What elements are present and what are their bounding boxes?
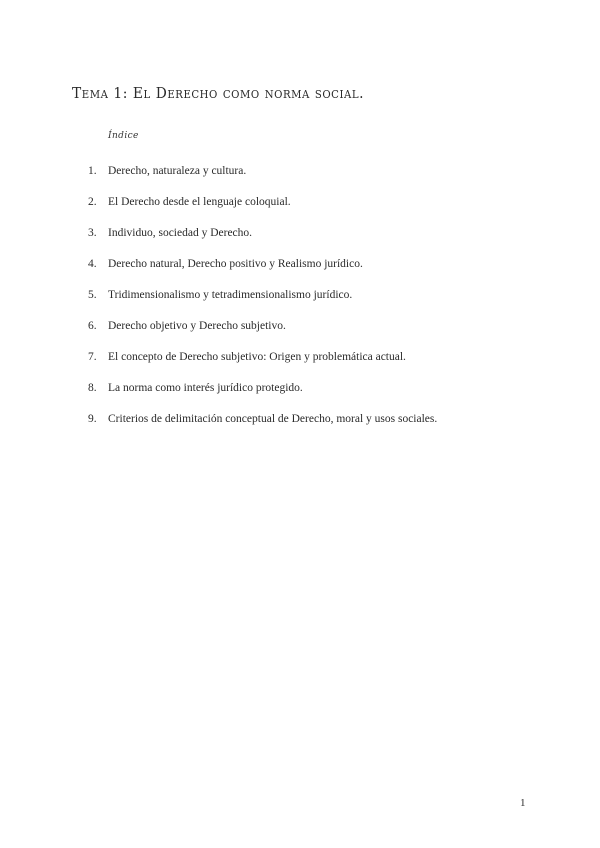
toc-item-text: El concepto de Derecho subjetivo: Origen y problemática actual. — [108, 351, 406, 363]
toc-item-text: Derecho objetivo y Derecho subjetivo. — [108, 320, 286, 332]
toc-item-8 — [88, 380, 437, 411]
toc-item-1 — [88, 163, 437, 194]
toc-item-number: 4. — [88, 258, 97, 270]
toc-item-number: 8. — [88, 382, 97, 394]
toc-item-6 — [88, 318, 437, 349]
toc-item-text: Tridimensionalismo y tetradimensionalismo jurídico. — [108, 289, 353, 301]
toc-item-number: 3. — [88, 227, 97, 239]
page-title: Tema 1: El Derecho como norma social. — [72, 84, 365, 102]
toc-item-text: Derecho, naturaleza y cultura. — [108, 165, 247, 177]
toc-item-9 — [88, 411, 437, 442]
toc-item-2 — [88, 194, 437, 225]
toc-item-text: El Derecho desde el lenguaje coloquial. — [108, 196, 291, 208]
toc-item-number: 5. — [88, 289, 97, 301]
table-of-contents — [88, 163, 437, 442]
toc-item-text: Derecho natural, Derecho positivo y Realismo jurídico. — [108, 258, 363, 270]
toc-item-number: 6. — [88, 320, 97, 332]
toc-item-number: 2. — [88, 196, 97, 208]
toc-item-text: La norma como interés jurídico protegido. — [108, 382, 303, 394]
page-number: 1 — [520, 797, 526, 809]
toc-item-7 — [88, 349, 437, 380]
toc-item-text: Criterios de delimitación conceptual de Derecho, moral y usos sociales. — [108, 413, 438, 425]
toc-item-number: 7. — [88, 351, 97, 363]
toc-item-5 — [88, 287, 437, 318]
toc-item-number: 1. — [88, 165, 97, 177]
toc-heading: Índice — [108, 131, 139, 141]
toc-item-4 — [88, 256, 437, 287]
toc-item-text: Individuo, sociedad y Derecho. — [108, 227, 253, 239]
toc-item-number: 9. — [88, 413, 97, 425]
toc-item-3 — [88, 225, 437, 256]
